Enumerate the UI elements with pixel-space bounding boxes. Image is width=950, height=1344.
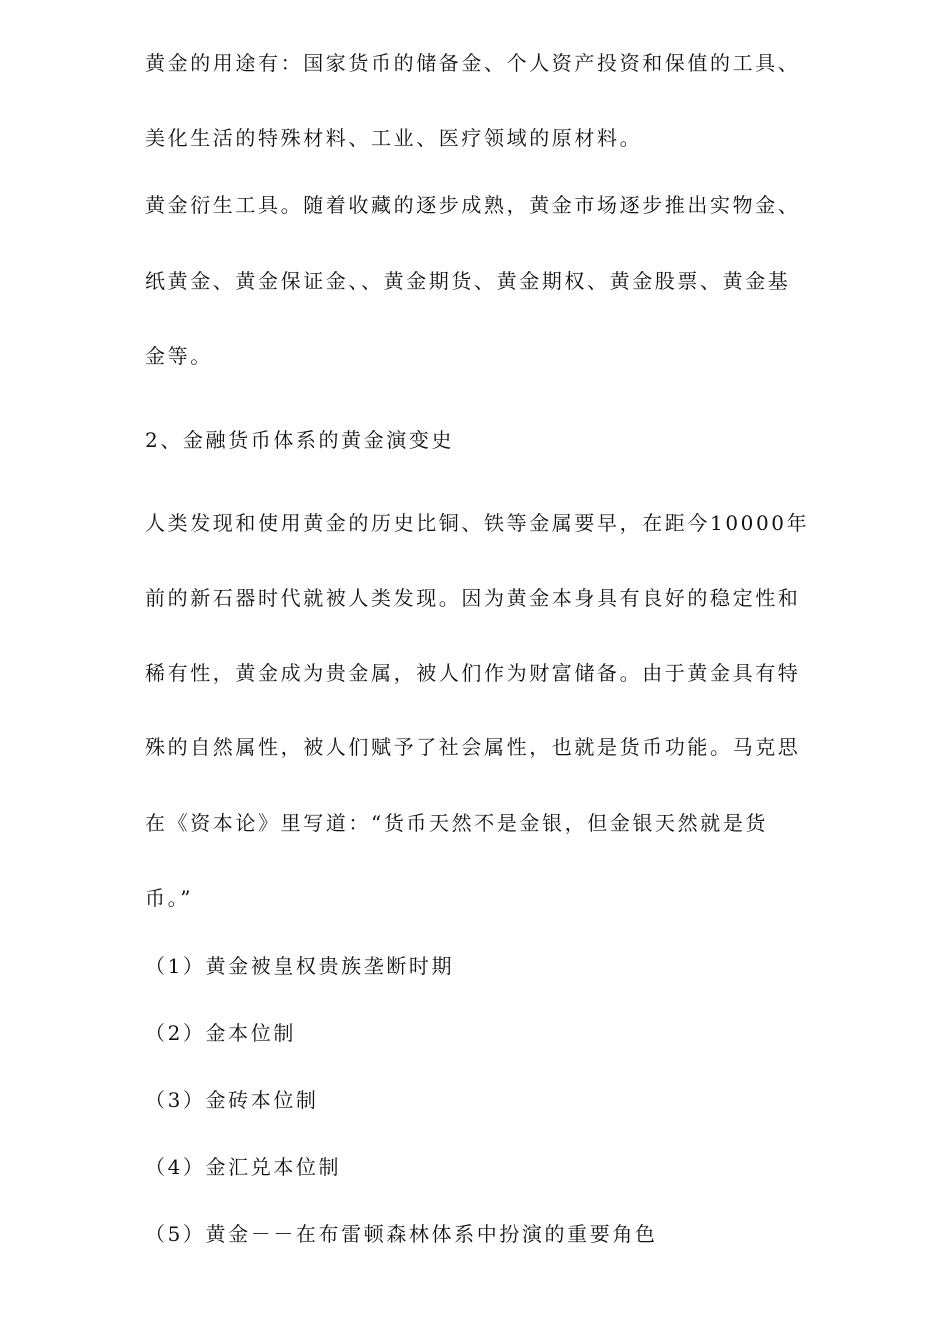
paragraph-history-line-3: 稀有性，黄金成为贵金属，被人们作为财富储备。由于黄金具有特 — [145, 661, 801, 685]
paragraph-history-line-1: 人类发现和使用黄金的历史比铜、铁等金属要早，在距今10000年 — [145, 511, 810, 535]
paragraph-uses-line-2: 美化生活的特殊材料、工业、医疗领域的原材料。 — [145, 126, 643, 150]
list-item: （4）金汇兑本位制 — [145, 1155, 342, 1179]
paragraph-history-line-2: 前的新石器时代就被人类发现。因为黄金本身具有良好的稳定性和 — [145, 586, 801, 610]
list-item: （2）金本位制 — [145, 1021, 296, 1045]
list-item: （1）黄金被皇权贵族垄断时期 — [145, 954, 455, 978]
list-item: （3）金砖本位制 — [145, 1088, 319, 1112]
list-item: （5）黄金－－在布雷顿森林体系中扮演的重要角色 — [145, 1222, 658, 1246]
paragraph-derivatives-line-3: 金等。 — [145, 344, 213, 368]
paragraph-uses-line-1: 黄金的用途有：国家货币的储备金、个人资产投资和保值的工具、 — [145, 51, 801, 75]
paragraph-derivatives-line-2: 纸黄金、黄金保证金、、黄金期货、黄金期权、黄金股票、黄金基 — [145, 269, 791, 293]
paragraph-history-line-6: 币。” — [145, 886, 194, 910]
paragraph-derivatives-line-1: 黄金衍生工具。随着收藏的逐步成熟，黄金市场逐步推出实物金、 — [145, 193, 801, 217]
section-heading: 2、金融货币体系的黄金演变史 — [145, 428, 455, 452]
paragraph-history-line-4: 殊的自然属性，被人们赋予了社会属性，也就是货币功能。马克思 — [145, 735, 801, 759]
paragraph-history-line-5: 在《资本论》里写道：“货币天然不是金银，但金银天然就是货 — [145, 811, 769, 835]
